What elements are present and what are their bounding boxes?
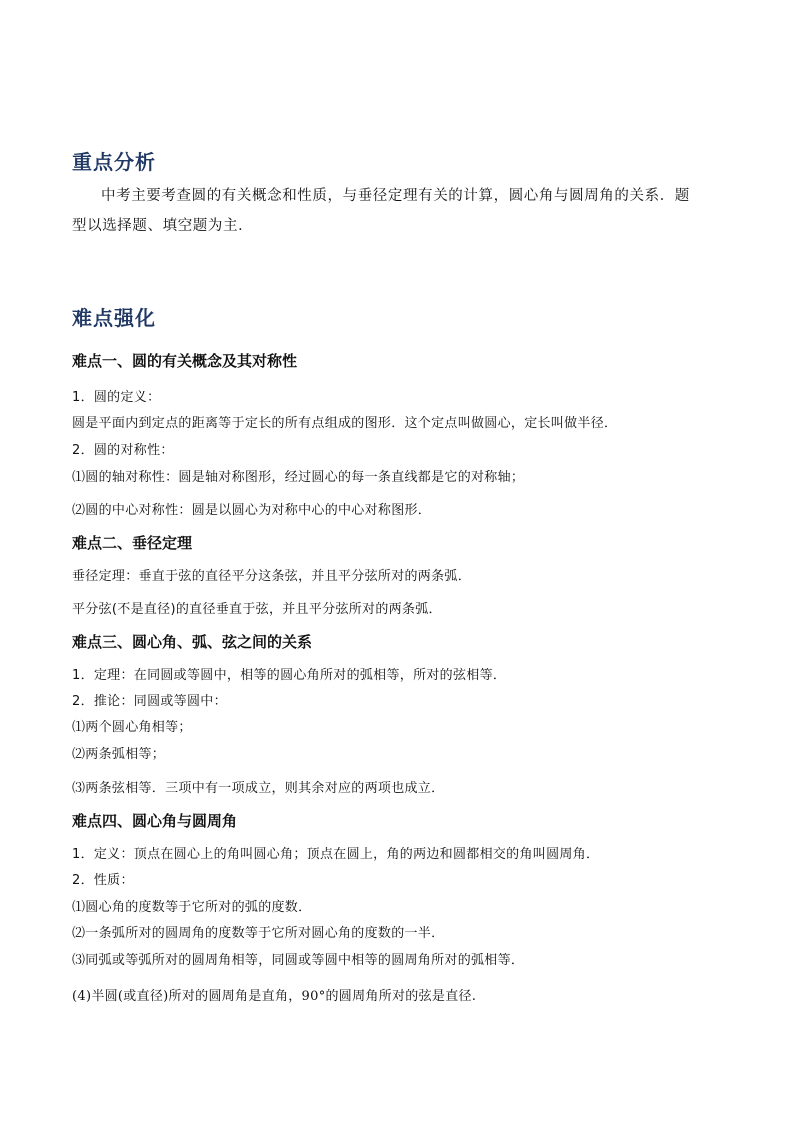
section-line: ⑶两条弦相等．三项中有一项成立，则其余对应的两项也成立． <box>72 781 445 796</box>
section-line: ⑵一条弧所对的圆周角的度数等于它所对圆心角的度数的一半． <box>72 926 445 941</box>
section-line: 1．定理：在同圆或等圆中，相等的圆心角所对的弧相等，所对的弦相等． <box>72 668 507 683</box>
section-line: 1．圆的定义： <box>72 390 161 405</box>
section-line: 1．定义：顶点在圆心上的角叫圆心角；顶点在圆上，角的两边和圆都相交的角叫圆周角． <box>72 847 600 862</box>
section-line: ⑴两个圆心角相等； <box>72 720 192 735</box>
section-line: ⑴圆心角的度数等于它所对的弧的度数． <box>72 900 312 915</box>
section-line: 垂径定理：垂直于弦的直径平分这条弦，并且平分弦所对的两条弧． <box>72 569 472 584</box>
section-heading-3: 难点三、圆心角、弧、弦之间的关系 <box>72 633 313 651</box>
section-line: 2．圆的对称性： <box>72 443 174 458</box>
section-line: 平分弦(不是直径)的直径垂直于弦，并且平分弦所对的两条弧． <box>72 602 442 617</box>
section-heading-1: 难点一、圆的有关概念及其对称性 <box>72 352 298 370</box>
section-line: 2．推论：同圆或等圆中： <box>72 694 227 709</box>
section-line: (4)半圆(或直径)所对的圆周角是直角，90°的圆周角所对的弦是直径. <box>72 989 477 1004</box>
section-line: ⑵圆的中心对称性：圆是以圆心为对称中心的中心对称图形． <box>72 503 432 518</box>
section-heading-2: 难点二、垂径定理 <box>72 534 193 552</box>
section-line: 2．性质： <box>72 873 134 888</box>
section-line: ⑴圆的轴对称性：圆是轴对称图形，经过圆心的每一条直线都是它的对称轴； <box>72 470 525 485</box>
focus-title: 重点分析 <box>72 150 156 174</box>
section-line: ⑶同弧或等弧所对的圆周角相等，同圆或等圆中相等的圆周角所对的弧相等． <box>72 953 525 968</box>
section-line: 圆是平面内到定点的距离等于定长的所有点组成的图形．这个定点叫做圆心，定长叫做半径． <box>72 416 618 431</box>
section-line: ⑵两条弧相等； <box>72 747 166 762</box>
section-heading-4: 难点四、圆心角与圆周角 <box>72 812 238 830</box>
focus-body: 中考主要考查圆的有关概念和性质，与垂径定理有关的计算，圆心角与圆周角的关系．题型以选择题、填空题为主． <box>72 188 690 234</box>
difficulty-title: 难点强化 <box>72 306 156 330</box>
